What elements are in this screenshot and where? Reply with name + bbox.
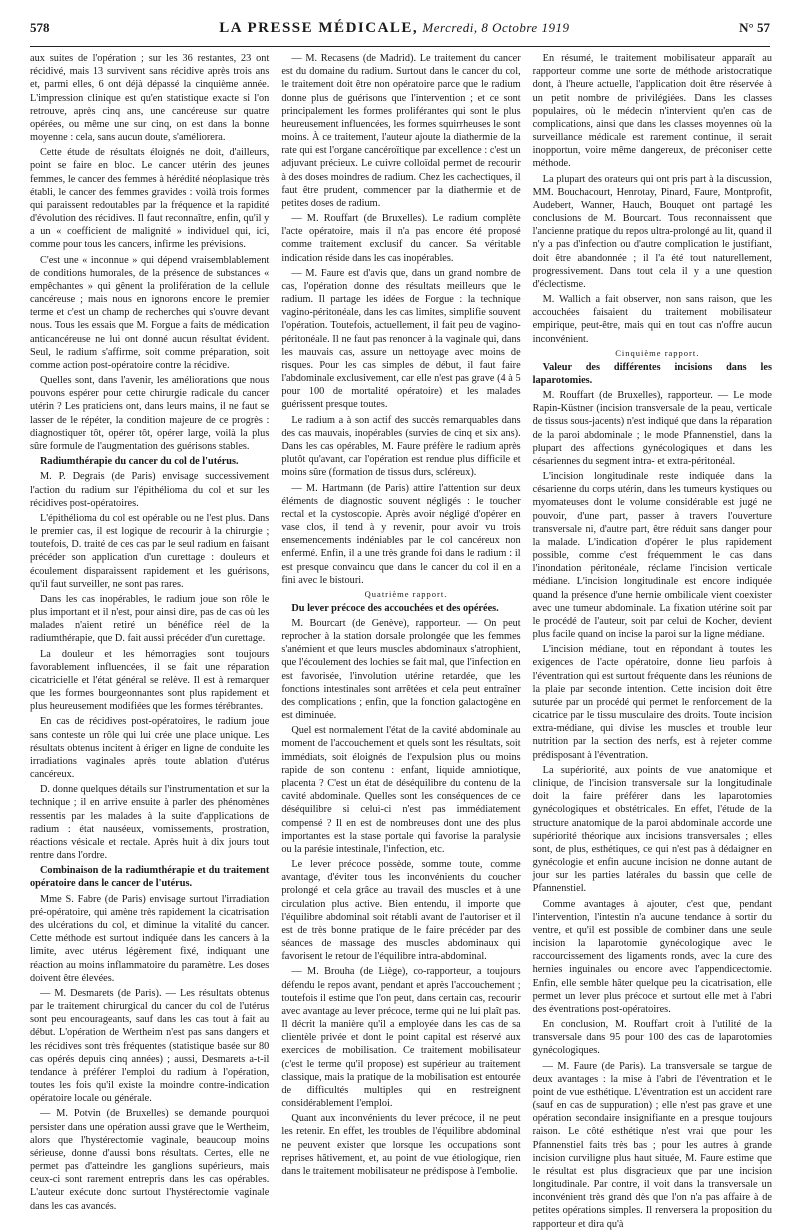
paragraph: Dans les cas inopérables, le radium joue son rôle le plus important et il n'est, pour ainsi dire, pas de cas où les malades n'aient retiré un bénéfice réel de la radiumthérapie, que D. fait aussi précéder d'un curettage. [30, 593, 270, 645]
paragraph: — M. Rouffart (de Bruxelles). Le radium complète l'acte opératoire, mais il n'a pas encore été proposé comme traitement exclusif du cancer. Sa véritable indication réside dans les cas inopérables. [281, 213, 521, 264]
paragraph: Le radium a à son actif des succès remarquables dans des cas mauvais, inopérables (survies de cinq et six ans). Dans les cas opérables, M. Faure préfère le radium après plutôt qu'avant, car l'opération est rendue plus difficile et moins sûre (formation de tissus durs, scléreux). [281, 414, 521, 479]
paragraph: Quelles sont, dans l'avenir, les améliorations que nous pouvons espérer pour cette chirurgie radicale du cancer utérin ? Les praticiens ont, dans leurs mains, il ne faut se lasser de le répéter, la condition majeure de ce progrès : diagnostiquer tôt, opérer tôt, opérer large, voilà la plus sûre formule de l'augmentation des guérisons stables. [30, 375, 270, 452]
paragraph: M. Rouffart (de Bruxelles), rapporteur. — Le mode Rapin-Küstner (incision transversale de la peau, verticale de tissus sous-jacents) n'est indiqué que dans la réparation de la paroi abdominale ; le mode Pfannenstiel, dans la plupart des affections gynécologiques et dans les césariennes du segment intra- et extra-péritonéal. [532, 390, 772, 467]
column-1 [30, 52, 270, 1212]
paragraph: — M. Faure est d'avis que, dans un grand nombre de cas, l'opération donne des résultats meilleurs que le radium. Il partage les idées de Forgue : la technique vagino-péritonéale, dans les cas limites, simplifie souvent l'opération. Toutefois, actuellement, il fait peu de vagino-péritonéale. Il ne faut pas renoncer à la vaginale qui, dans les mauvais cas, assure un nettoyage avec moins de risques. Pour les cas simples de début, il faut faire l'abdominale exclusivement, car elle n'est pas grave (4 à 5 pour 100 de mortalité opératoire) et les malades guérissent presque toutes. [281, 267, 521, 411]
paragraph: L'incision longitudinale reste indiquée dans la césarienne du corps utérin, dans les tumeurs kystiques ou myomateuses dont le volume considérable est jugé ne pouvoir, d'une part, passer à travers l'ouverture transversale ni, d'autre part, être réduit sans danger pour la malade. L'indication d'opérer le plus rapidement possible, comme c'est fréquemment le cas dans l'inondation péritonéale, réclame l'incision verticale médiane. L'incision longitudinale est encore indiquée quand la présence d'une hernie ombilicale vient coexister avec une tumeur abdominale. La fixation utérine soit par le procédé de l'auteur, soit par celui de Kocher, devient plus facile quand on incise la paroi sur la ligne médiane. [532, 471, 772, 641]
paragraph: Le lever précoce possède, somme toute, comme avantage, d'éviter tous les inconvénients du coucher prolongé et cela grâce au travail des muscles et à une circulation plus active. Bien entendu, il importe que l'équilibre abdominal soit rétabli avant de l'autoriser et il est de très bonne pratique de le faire précéder par des séances de massage des muscles abdominaux qui favorisent le retour de l'équilibre intra-abdominal. [281, 859, 521, 963]
issue-date: Mercredi, 8 Octobre 1919 [422, 20, 570, 35]
paragraph: aux suites de l'opération ; sur les 36 restantes, 23 ont récidivé, mais 13 survivent sans récidive après trois ans et, parmi elles, 6 ont déjà dépassé la cinquième année. L'impression clinique est qu'en statistique exacte si l'on retrouve, après cinq ans, une cancéreuse sur quatre opérées, ou même une sur cinq, on est dans la bonne moyenne : cela, sans aucun doute, s'améliorera. [30, 53, 270, 144]
section-heading: Du lever précoce des accouchées et des opérées. [291, 602, 499, 614]
paragraph: C'est une « inconnue » qui dépend vraisemblablement de conditions humorales, de la présence de substances « empêchantes » qui gênent la prolifération de la cellule cancéreuse ; mais nous en ignorons encore le premier terme et c'est un champ de recherches qui s'ouvre devant nous. Tous les essais que M. Forgue a faits de médication anticancéreuse ne lui ont donné aucun résultat évident. Seul, le radium s'affirme, soit comme préparation, soit comme action post-opératoire contre la récidive. [30, 254, 270, 371]
paragraph: Quel est normalement l'état de la cavité abdominale au moment de l'accouchement et quels sont les résultats, soit immédiats, soit éloignés de l'expulsion plus ou moins rapide de son contenu : enfant, liquide amniotique, placenta ? C'est un état de déséquilibre du contenu de la cavité abdominale. Quelles sont les conséquences de ce déséquilibre si celui-ci n'est pas immédiatement compensé ? Il en est de nombreuses dont une des plus importantes est la stase portale qui favorise la paralysie ou la parésie intestinale, l'infection, etc. [281, 725, 521, 855]
paragraph: — M. Brouha (de Liège), co-rapporteur, a toujours défendu le repos avant, pendant et après l'accouchement ; toutefois il estime que l'on peut, dans certain cas, recourir avec avantage au lever précoce, terme qui ne lui plaît pas. Il décrit la manière qu'il a employée dans les cas de sa clientèle privée et dont le point capital est réservé aux exercices de mobilisation. Ce traitement mobilisateur (c'est le terme qu'il propose) est supérieur au traitement classique, mais la pratique de la mobilisation est entourée de difficultés multiples qui en restreignent considérablement l'emploi. [281, 966, 521, 1110]
section-heading: Combinaison de la radiumthérapie et du traitement opératoire dans le cancer de l'utérus. [30, 865, 270, 890]
section-heading: Valeur des différentes incisions dans les laparotomies. [532, 361, 772, 386]
section-label: Quatrième rapport. [364, 588, 448, 599]
paragraph: La supériorité, aux points de vue anatomique et clinique, de l'incision transversale sur la longitudinale doit la faire préférer dans les laparotomies gynécologiques et obstétricales. En effet, l'étude de la structure anatomique de la paroi abdominale accorde une supériorité théorique aux incisions transversales ; elles sont, de plus, esthétiques, ce qui n'est pas à dédaigner en gynécologie et enfin aucune incision ne donne autant de jour sur les parties latérales du bassin que celle de Pfannenstiel. [532, 764, 772, 895]
paragraph: L'incision médiane, tout en répondant à toutes les exigences de l'acte opératoire, donne lieu parfois à l'éventration qui est surtout fréquente dans les réunions de la plaie par seconde intention. Cette incision doit être suturée par un procédé qui permet le renforcement de la cicatrice par le tissu musculaire des droits. Toute incision extra-médiane, qui divise les muscles et trouble leur nutrition par la section des nerfs, est à rejeter comme prédisposant à l'éventration. [532, 644, 772, 761]
section-label: Cinquième rapport. [615, 347, 700, 358]
paragraph: M. Wallich a fait observer, non sans raison, que les accouchées faisaient du traitement mobilisateur empirique, peut-être, mais qui en tout cas n'offre aucun inconvénient. [532, 294, 772, 345]
column-3 [532, 52, 772, 1230]
paragraph: M. Bourcart (de Genève), rapporteur. — On peut reprocher à la station dorsale prolongée que les femmes s'anémient et que leurs muscles abdominaux s'atrophient, que l'écoulement des lochies se fait mal, que l'infection en est favorisée, l'involution utérine retardée, que les fonctions intestinales sont arrêtées et cela peut entraîner des complications ; enfin, que la fonction galactogène en est diminuée. [281, 617, 521, 722]
paragraph: M. P. Degrais (de Paris) envisage successivement l'action du radium sur l'épithélioma du col et sur les récidives post-opératoires. [30, 471, 270, 509]
page-number: 578 [30, 20, 50, 35]
column-2 [281, 52, 521, 1177]
paragraph: — M. Desmarets (de Paris). — Les résultats obtenus par le traitement chirurgical du cancer du col de l'utérus sont peu encourageants, sauf dans les cas tout à fait au début. L'opération de Wertheim n'est pas sans dangers et les récidives sont très fréquentes (statistique basée sur 80 cas opérés depuis cinq années) ; aussi, Desmarets a-t-il tendance à préférer l'emploi du radium à l'opération, toutes les fois qu'il existe la moindre contre-indication opératoire locale ou générale. [30, 987, 270, 1105]
paragraph: La douleur et les hémorragies sont toujours favorablement influencées, il se fait une réparation cicatricielle et l'état général se relève. Il est à remarquer que les formes bourgeonnantes sont plus rapidement et plus heureusement modifiées que les formes térébrantes. [30, 648, 270, 713]
paragraph: — M. Hartmann (de Paris) attire l'attention sur deux éléments de diagnostic souvent négligés : le toucher rectal et la cystoscopie. Après avoir négligé d'opérer en vase clos, il tend à y revenir, pour avoir vu trois ensemencements indéniables par le col cancéreux non enfermé. Enfin, il a une très grande foi dans le radium : il est presque convaincu que dans le cancer du col il en a fini avec le bistouri. [281, 482, 521, 586]
paragraph: En résumé, le traitement mobilisateur apparaît au rapporteur comme une sorte de méthode aristocratique dont, à l'heure actuelle, l'application doit être réservée à un petit nombre de privilégiées. Dans les classes populaires, où le médecin n'intervient qu'en cas de complications, ainsi que dans les classes moyennes où la surveillance médicale est rarement continue, il serait inopportun, voire même dangereux, de préconiser cette méthode. [532, 53, 772, 170]
paragraph: Quant aux inconvénients du lever précoce, il ne peut les retenir. En effet, les troubles de l'équilibre abdominal ne peuvent exister que lorsque les occupations sont reprises hâtivement, et, au point de vue étiologique, rien dans le traitement mobilisateur ne prédispose à l'embolie. [281, 1113, 521, 1177]
article-columns [30, 52, 772, 1230]
paragraph: Mme S. Fabre (de Paris) envisage surtout l'irradiation pré-opératoire, qui amène très rapidement la cicatrisation des ulcérations du col, et diminue la vitalité du cancer. Cette méthode est surtout indiquée dans les cancers à la limite, avec utérus légèrement fixé, indiquant une réaction au moins inflammatoire du paramètre. Les doses doivent être élevées. [30, 893, 270, 984]
journal-title-line [219, 20, 569, 37]
page-header [30, 20, 770, 47]
paragraph: — M. Potvin (de Bruxelles) se demande pourquoi persister dans une opération aussi grave que le Wertheim, alors que l'hystérectomie vaginale, beaucoup moins sérieuse, donne d'aussi bons résultats. Certes, elle ne permet pas d'atteindre les ganglions supérieurs, mais ceux-ci sont rarement entrepris dans les cas opérables. L'auteur exécute donc surtout l'hystérectomie vaginale dans les cas avancés. [30, 1108, 270, 1212]
paragraph: — M. Faure (de Paris). La transversale se targue de deux avantages : la mise à l'abri de l'éventration et le point de vue esthétique. L'éventration est un accident rare (sauf en cas de suppuration) ; elle n'est pas grave et une opération secondaire insignifiante en a presque toujours raison. Le côté esthétique n'est vrai que pour les Pfannenstiel faits très bas ; pour les autres à grande incision curviligne plus haut située, M. Faure estime que le résultat est plus disgracieux que par une incision longitudinale. Par contre, il voit dans la transversale un inconvénient très grand dès que l'on n'a pas affaire à de petites opérations simples. Il renversera la proposition du rapporteur et dira qu'à [532, 1060, 772, 1230]
section-heading: Radiumthérapie du cancer du col de l'utérus. [40, 456, 239, 468]
paragraph: L'épithélioma du col est opérable ou ne l'est plus. Dans le premier cas, il est logique de recourir à la chirurgie ; toutefois, D. traité de ces cas par le seul radium en faisant précéder son application d'un curettage : douleurs et écoulement disparaissent rapidement et les guérisons, qu'il faut surveiller, ne sont pas rares. [30, 512, 270, 590]
issue-number: N° 57 [739, 20, 770, 35]
paragraph: Cette étude de résultats éloignés ne doit, d'ailleurs, point se faire en bloc. Le cancer utérin des jeunes femmes, le cancer des femmes à hérédité néoplasique très établi, le cancer des femmes gravides : voilà trois formes qui paraissent redoutables par la fréquence et la rapidité d'évolution des récidives. Il faut reconnaître, enfin, qu'il y a un « coefficient de malignité » individuel qui, ici, comme pour tous les cancers, infirme les prévisions. [30, 147, 270, 251]
paragraph: — M. Recasens (de Madrid). Le traitement du cancer est du domaine du radium. Surtout dans le cancer du col, le traitement doit être non opératoire parce que le radium donne plus de guérisons que l'intervention ; et ce sont principalement les formes proliférantes qui sont le plus heureusement influencées, les formes squirrheuses le sont moins. À ce traitement, l'auteur ajoute la diathermie de la rate qui est l'organe cancéroïtique par excellence : c'est un adjuvant précieux. Le cuivre colloïdal permet de recourir à des doses moindres de radium. Chez les cachectiques, il faut être prudent, commencer par la diathermie et de petites doses de radium. [281, 53, 521, 209]
paragraph: En conclusion, M. Rouffart croit à l'utilité de la transversale dans 95 pour 100 des cas de laparotomies gynécologiques. [532, 1019, 772, 1057]
paragraph: La plupart des orateurs qui ont pris part à la discussion, MM. Bouchacourt, Henrotay, Pinard, Faure, Montprofit, Audebert, Wanner, Hauch, Bouquet ont partagé les conclusions de M. Bourcart. Tous reconnaissent que l'ancienne pratique du repos ultra-prolongé au lit, quand il n'y a pas d'infection ou d'autre complication le justifiant, doit être abandonnée ; il l'a été tout naturellement, progressivement. Dans tout cela il y a une question d'éclectisme. [532, 173, 772, 290]
paragraph: Comme avantages à ajouter, c'est que, pendant l'intervention, l'intestin n'a aucune tendance à sortir du ventre, et qu'il est possible de combiner dans une seule incision la laparotomie gynécologique avec le raccourcissement des ligaments ronds, avec la cure des hernies inguinales ou encore avec l'appendicectomie. Enfin, elle semble hâter quelque peu la cicatrisation, elle permet un lever plus précoce et surtout elle met à l'abri des éventrations post-opératoires. [532, 898, 772, 1015]
paragraph: D. donne quelques détails sur l'instrumentation et sur la technique ; il en arrive ensuite à parler des phénomènes ressentis par les malades à la suite d'applications de radium : état nauséeux, vomissements, prostration, réactions vésicale et rectale. Après huit à dix jours tout rentre dans l'ordre. [30, 784, 270, 862]
journal-name: LA PRESSE MÉDICALE, [219, 20, 419, 36]
paragraph: En cas de récidives post-opératoires, le radium joue sans conteste un rôle qui lui crée une place unique. Les résultats obtenus incitent à ériger en ligne de conduite les irradiations vaginales après toute ablation d'utérus cancéreux. [30, 716, 270, 781]
